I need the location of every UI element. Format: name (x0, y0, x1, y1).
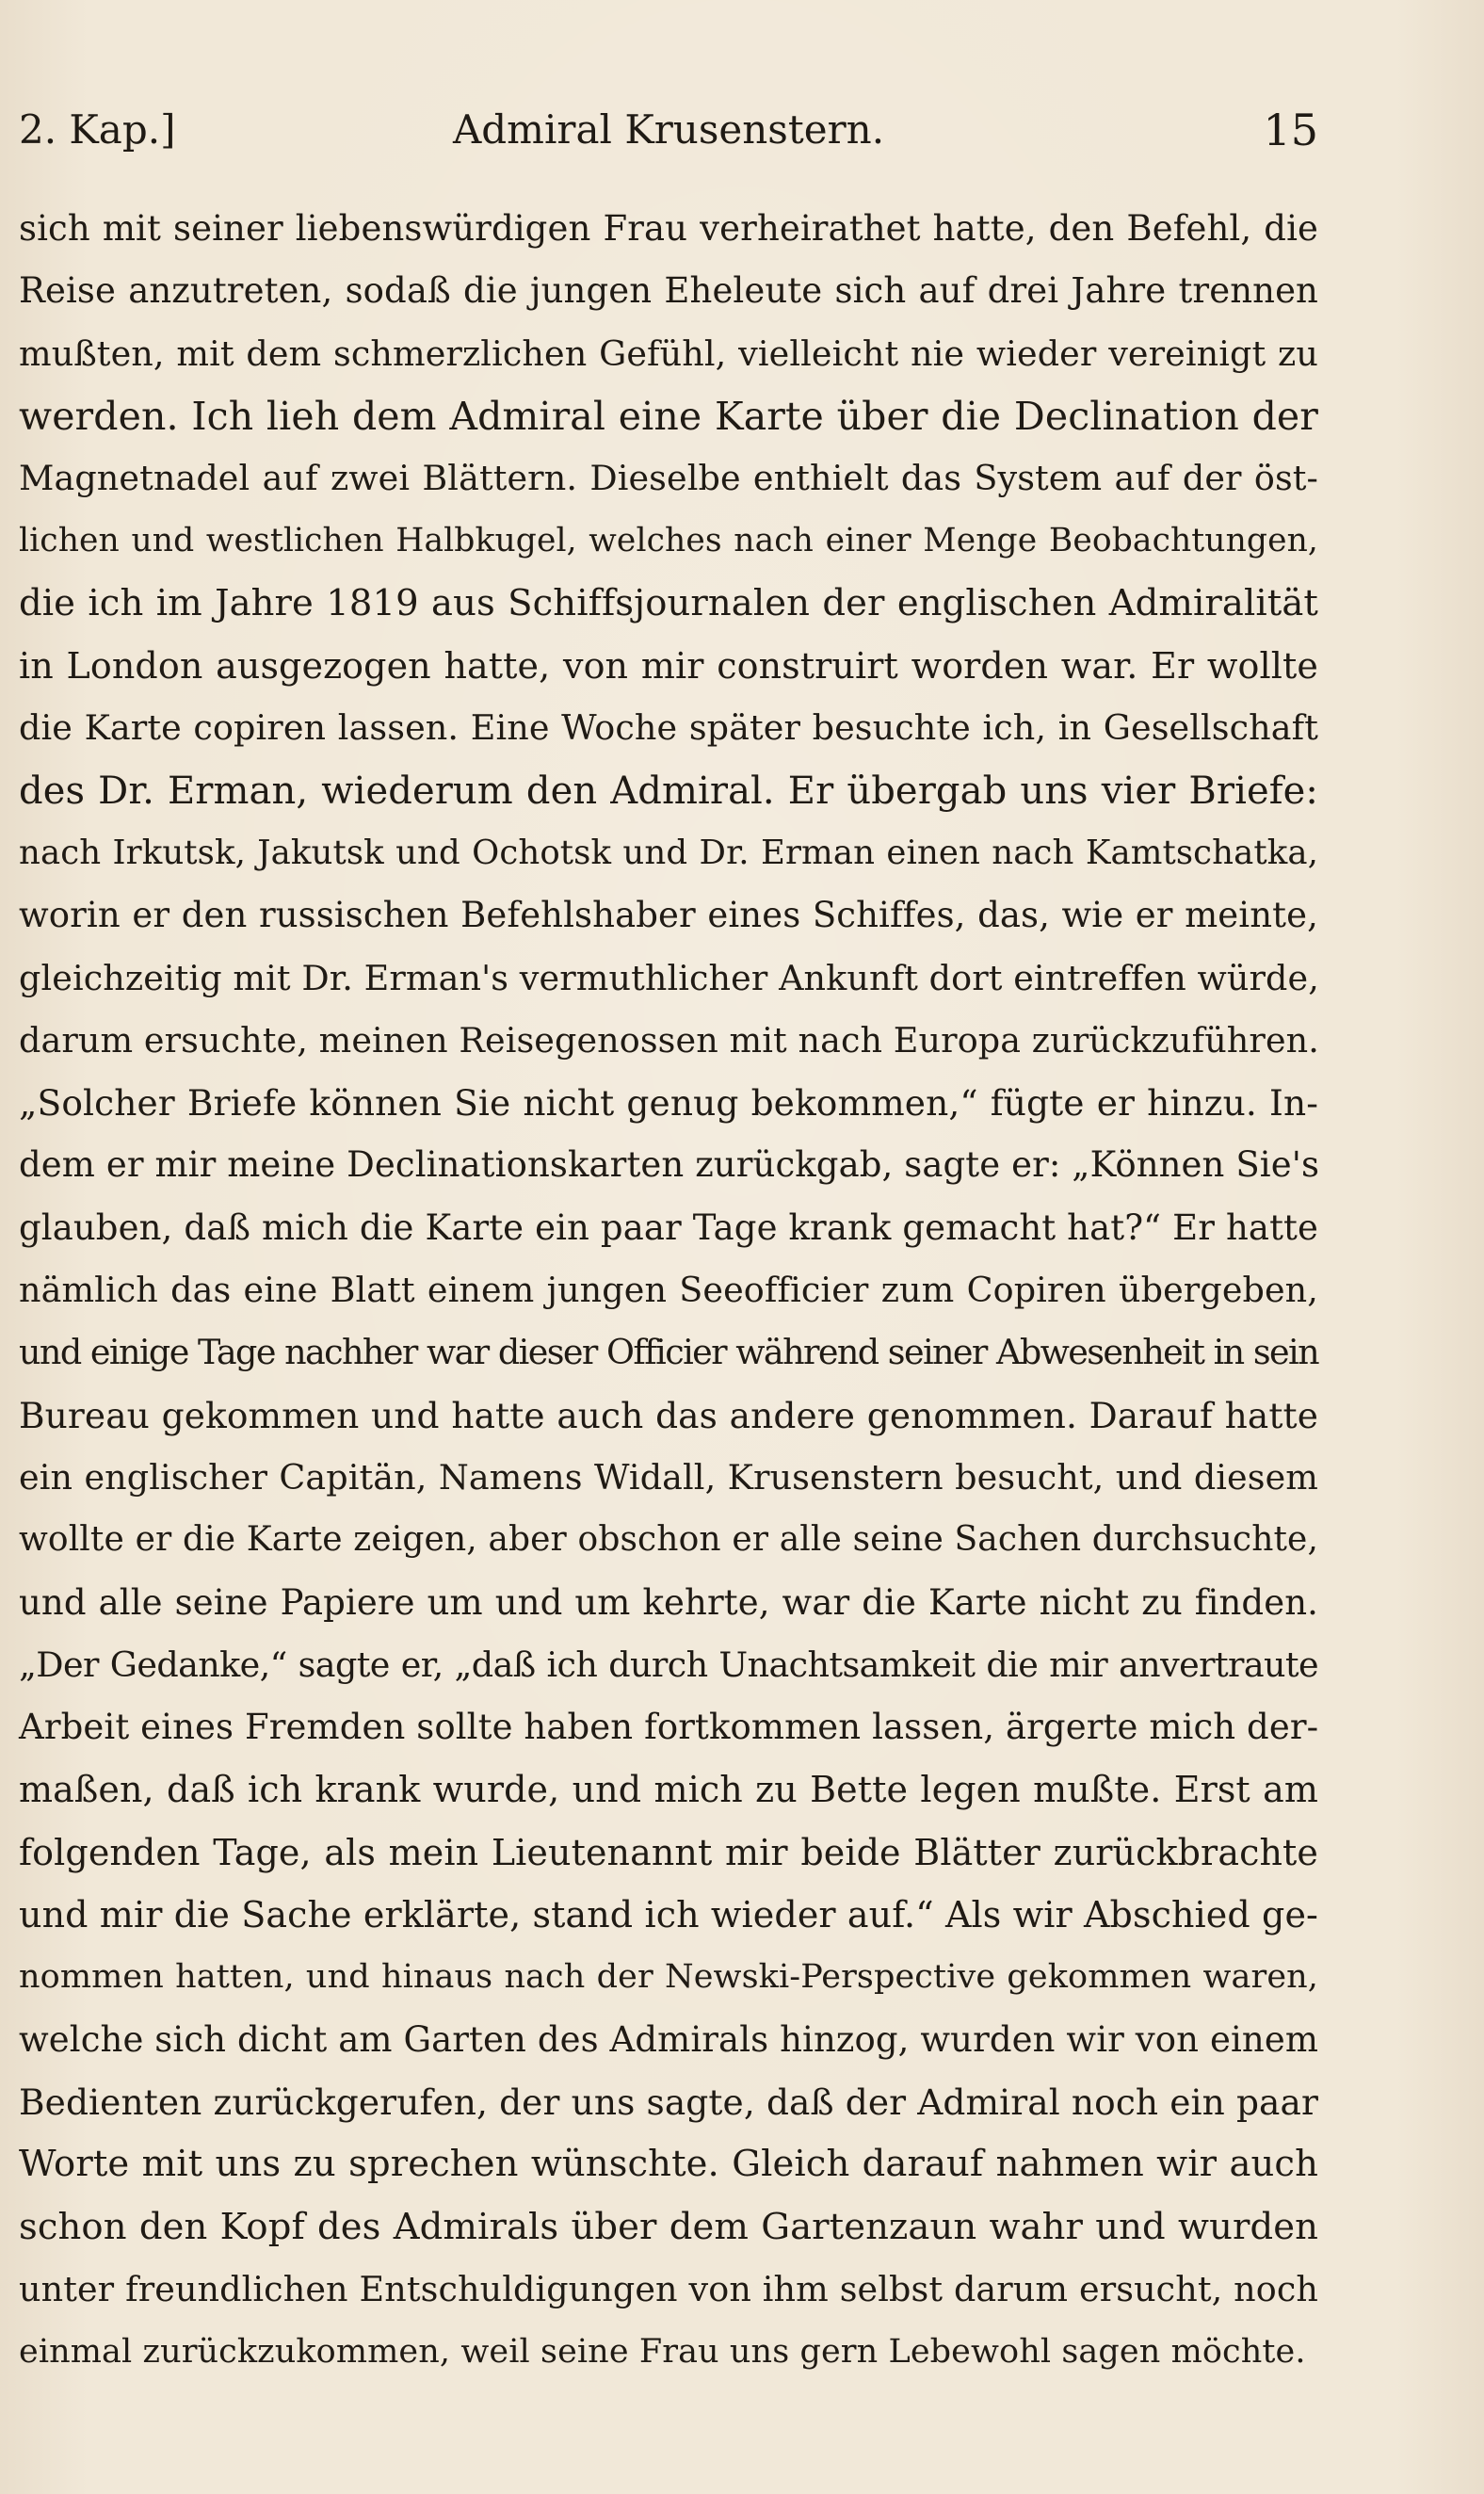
text-line: nämlich das eine Blatt einem jungen Seeofficier zum Copiren übergeben, (19, 1270, 1318, 1311)
text-line: folgenden Tage, als mein Lieutenannt mir beide Blätter zurückbrachte (19, 1831, 1318, 1873)
text-line: Arbeit eines Fremden sollte haben fortkommen lassen, ärgerte mich der- (19, 1707, 1319, 1748)
text-line: Reise anzutreten, sodaß die jungen Eheleute sich auf drei Jahre trennen (19, 270, 1318, 312)
text-line: sich mit seiner liebenswürdigen Frau verheirathet hatte, den Befehl, die (19, 208, 1318, 249)
text-line: glauben, daß mich die Karte ein paar Tage krank gemacht hat?“ Er hatte (19, 1207, 1318, 1248)
text-line: und einige Tage nachher war dieser Officier während seiner Abwesenheit in sein (19, 1332, 1318, 1373)
text-line: in London ausgezogen hatte, von mir construirt worden war. Er wollte (19, 645, 1318, 688)
text-line: schon den Kopf des Admirals über dem Gartenzaun wahr und wurden (19, 2205, 1318, 2248)
chapter-label: 2. Kap.] (19, 106, 176, 153)
running-title: Admiral Krusenstern. (452, 106, 885, 153)
text-line: unter freundlichen Entschuldigungen von ihm selbst darum ersucht, noch (19, 2268, 1318, 2309)
text-line: maßen, daß ich krank wurde, und mich zu Bette legen mußte. Erst am (19, 1769, 1318, 1811)
text-line: einmal zurückzukommen, weil seine Frau uns gern Lebewohl sagen möchte. (19, 2333, 1306, 2372)
text-line: die Karte copiren lassen. Eine Woche später besuchte ich, in Gesellschaft (19, 707, 1318, 749)
text-line: Worte mit uns zu sprechen wünschte. Gleich darauf nahmen wir auch (19, 2143, 1318, 2186)
body-text (19, 198, 1318, 2383)
text-line: lichen und westlichen Halbkugel, welches nach einer Menge Beobachtungen, (19, 522, 1318, 560)
text-line: Bureau gekommen und hatte auch das andere genommen. Darauf hatte (19, 1394, 1318, 1436)
text-line: ein englischer Capitän, Namens Widall, Krusenstern besucht, und diesem (19, 1456, 1318, 1498)
text-line: gleichzeitig mit Dr. Erman's vermuthlicher Ankunft dort eintreffen würde, (19, 957, 1319, 998)
text-line: nach Irkutsk, Jakutsk und Ochotsk und Dr. Erman einen nach Kamtschatka, (19, 833, 1318, 872)
text-line: „Der Gedanke,“ sagte er, „daß ich durch Unachtsamkeit die mir anvertraute (19, 1644, 1318, 1685)
text-line: des Dr. Erman, wiederum den Admiral. Er übergab uns vier Briefe: (19, 769, 1318, 813)
text-line: und alle seine Papiere um und um kehrte, war die Karte nicht zu finden. (19, 1581, 1318, 1623)
text-line: darum ersuchte, meinen Reisegenossen mit nach Europa zurückzuführen. (19, 1019, 1319, 1061)
text-line: nommen hatten, und hinaus nach der Newski-Perspective gekommen waren, (19, 1958, 1318, 1997)
text-line: die ich im Jahre 1819 aus Schiffsjournalen der englischen Admiralität (19, 581, 1318, 624)
text-line: dem er mir meine Declinationskarten zurückgab, sagte er: „Können Sie's (19, 1144, 1320, 1186)
text-line: welche sich dicht am Garten des Admirals hinzog, wurden wir von einem (19, 2018, 1318, 2060)
text-line: Bedienten zurückgerufen, der uns sagte, daß der Admiral noch ein paar (19, 2081, 1318, 2123)
text-line: werden. Ich lieh dem Admiral eine Karte über die Declination der (19, 393, 1318, 439)
text-line: mußten, mit dem schmerzlichen Gefühl, vielleicht nie wieder vereinigt zu (19, 332, 1318, 374)
text-line: Magnetnadel auf zwei Blättern. Dieselbe enthielt das System auf der öst- (19, 458, 1318, 499)
text-line: „Solcher Briefe können Sie nicht genug bekommen,“ fügte er hinzu. In- (19, 1082, 1318, 1125)
text-line: und mir die Sache erklärte, stand ich wieder auf.“ Als wir Abschied ge- (19, 1894, 1318, 1936)
text-line: wollte er die Karte zeigen, aber obschon er alle seine Sachen durchsuchte, (19, 1520, 1318, 1560)
running-head (19, 102, 1318, 158)
page-number: 15 (1263, 105, 1318, 155)
text-line: worin er den russischen Befehlshaber eines Schiffes, das, wie er meinte, (19, 895, 1318, 936)
